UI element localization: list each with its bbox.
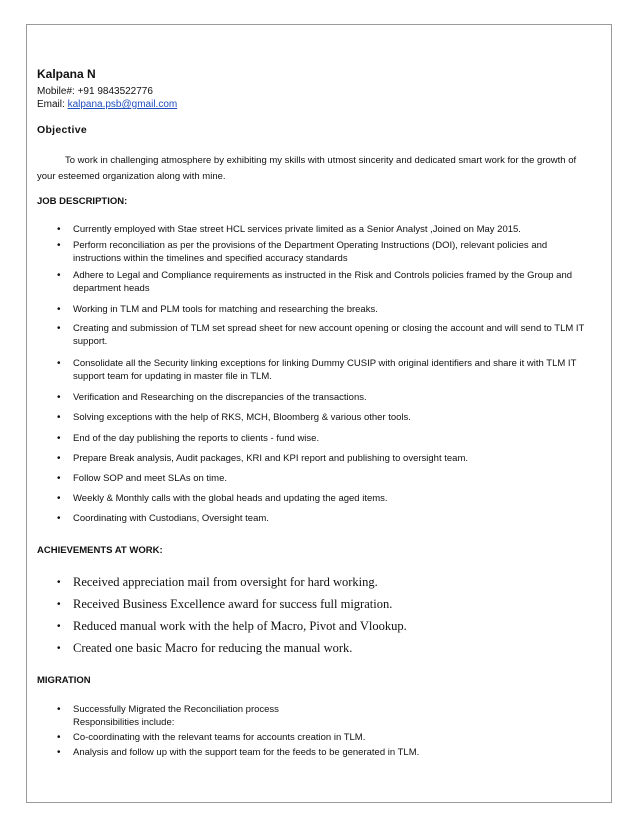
- email-link[interactable]: kalpana.psb@gmail.com: [67, 99, 178, 110]
- bullet-icon: •: [57, 453, 61, 464]
- list-item: • Weekly & Monthly calls with the global heads and updating the aged items.: [57, 493, 388, 504]
- bullet-icon: •: [57, 358, 61, 369]
- bullet-icon: •: [57, 224, 61, 235]
- bullet-icon: •: [57, 599, 61, 610]
- bullet-icon: •: [57, 704, 61, 715]
- list-item: • Analysis and follow up with the support team for the feeds to be generated in TLM.: [57, 747, 420, 758]
- list-item: • Follow SOP and meet SLAs on time.: [57, 473, 228, 484]
- list-item: • Perform reconciliation as per the provisions of the Department Operating Instructions (DOI), relevant policies and instructions within the timelines and specified accuracy standards: [57, 240, 548, 264]
- bullet-icon: •: [57, 643, 61, 654]
- list-item: • Successfully Migrated the Reconciliation process Responsibilities include:: [57, 704, 279, 728]
- bullet-icon: •: [57, 392, 61, 403]
- list-item: • Solving exceptions with the help of RKS, MCH, Bloomberg & various other tools.: [57, 412, 411, 423]
- migration-heading: MIGRATION: [37, 675, 91, 686]
- list-item: • Creating and submission of TLM set spread sheet for new account opening or closing the account and will send to TLM IT support.: [57, 323, 585, 347]
- candidate-name: Kalpana N: [37, 67, 96, 81]
- bullet-icon: •: [57, 304, 61, 315]
- achievements-heading: ACHIEVEMENTS AT WORK:: [37, 545, 163, 556]
- bullet-icon: •: [57, 513, 61, 524]
- objective-text: To work in challenging atmosphere by exhibiting my skills with utmost sincerity and dedicated smart work for the growth of your esteemed organization along with mine.: [37, 155, 577, 182]
- mobile-number: Mobile#: +91 9843522776: [37, 86, 153, 97]
- list-item: • Working in TLM and PLM tools for matching and researching the breaks.: [57, 304, 378, 315]
- job-description-heading: JOB DESCRIPTION:: [37, 196, 128, 207]
- bullet-icon: •: [57, 621, 61, 632]
- bullet-icon: •: [57, 577, 61, 588]
- objective-heading: Objective: [37, 124, 87, 136]
- list-item: • Received appreciation mail from oversight for hard working.: [57, 575, 378, 589]
- list-item: • Currently employed with Stae street HCL services private limited as a Senior Analyst ,Joined on May 2015.: [57, 224, 521, 235]
- list-item: • Created one basic Macro for reducing the manual work.: [57, 641, 353, 655]
- list-item: • Verification and Researching on the discrepancies of the transactions.: [57, 392, 367, 403]
- list-item: • Reduced manual work with the help of Macro, Pivot and Vlookup.: [57, 619, 407, 633]
- bullet-icon: •: [57, 747, 61, 758]
- list-item: • Co-coordinating with the relevant teams for accounts creation in TLM.: [57, 732, 366, 743]
- bullet-icon: •: [57, 240, 61, 251]
- list-item: • Prepare Break analysis, Audit packages, KRI and KPI report and publishing to oversight team.: [57, 453, 469, 464]
- bullet-icon: •: [57, 270, 61, 281]
- bullet-icon: •: [57, 493, 61, 504]
- list-item: • End of the day publishing the reports to clients - fund wise.: [57, 433, 320, 444]
- list-item: • Received Business Excellence award for success full migration.: [57, 597, 393, 611]
- list-item: • Adhere to Legal and Compliance requirements as instructed in the Risk and Controls policies framed by the Group and department heads: [57, 270, 573, 294]
- email-line: [37, 99, 177, 110]
- list-item: • Consolidate all the Security linking exceptions for linking Dummy CUSIP with original identifiers and share it with TLM IT support team for updating in master file in TLM.: [57, 358, 577, 382]
- bullet-icon: •: [57, 412, 61, 423]
- bullet-icon: •: [57, 433, 61, 444]
- bullet-icon: •: [57, 473, 61, 484]
- list-item: • Coordinating with Custodians, Oversight team.: [57, 513, 269, 524]
- bullet-icon: •: [57, 732, 61, 743]
- bullet-icon: •: [57, 323, 61, 334]
- email-label: Email:: [37, 99, 68, 110]
